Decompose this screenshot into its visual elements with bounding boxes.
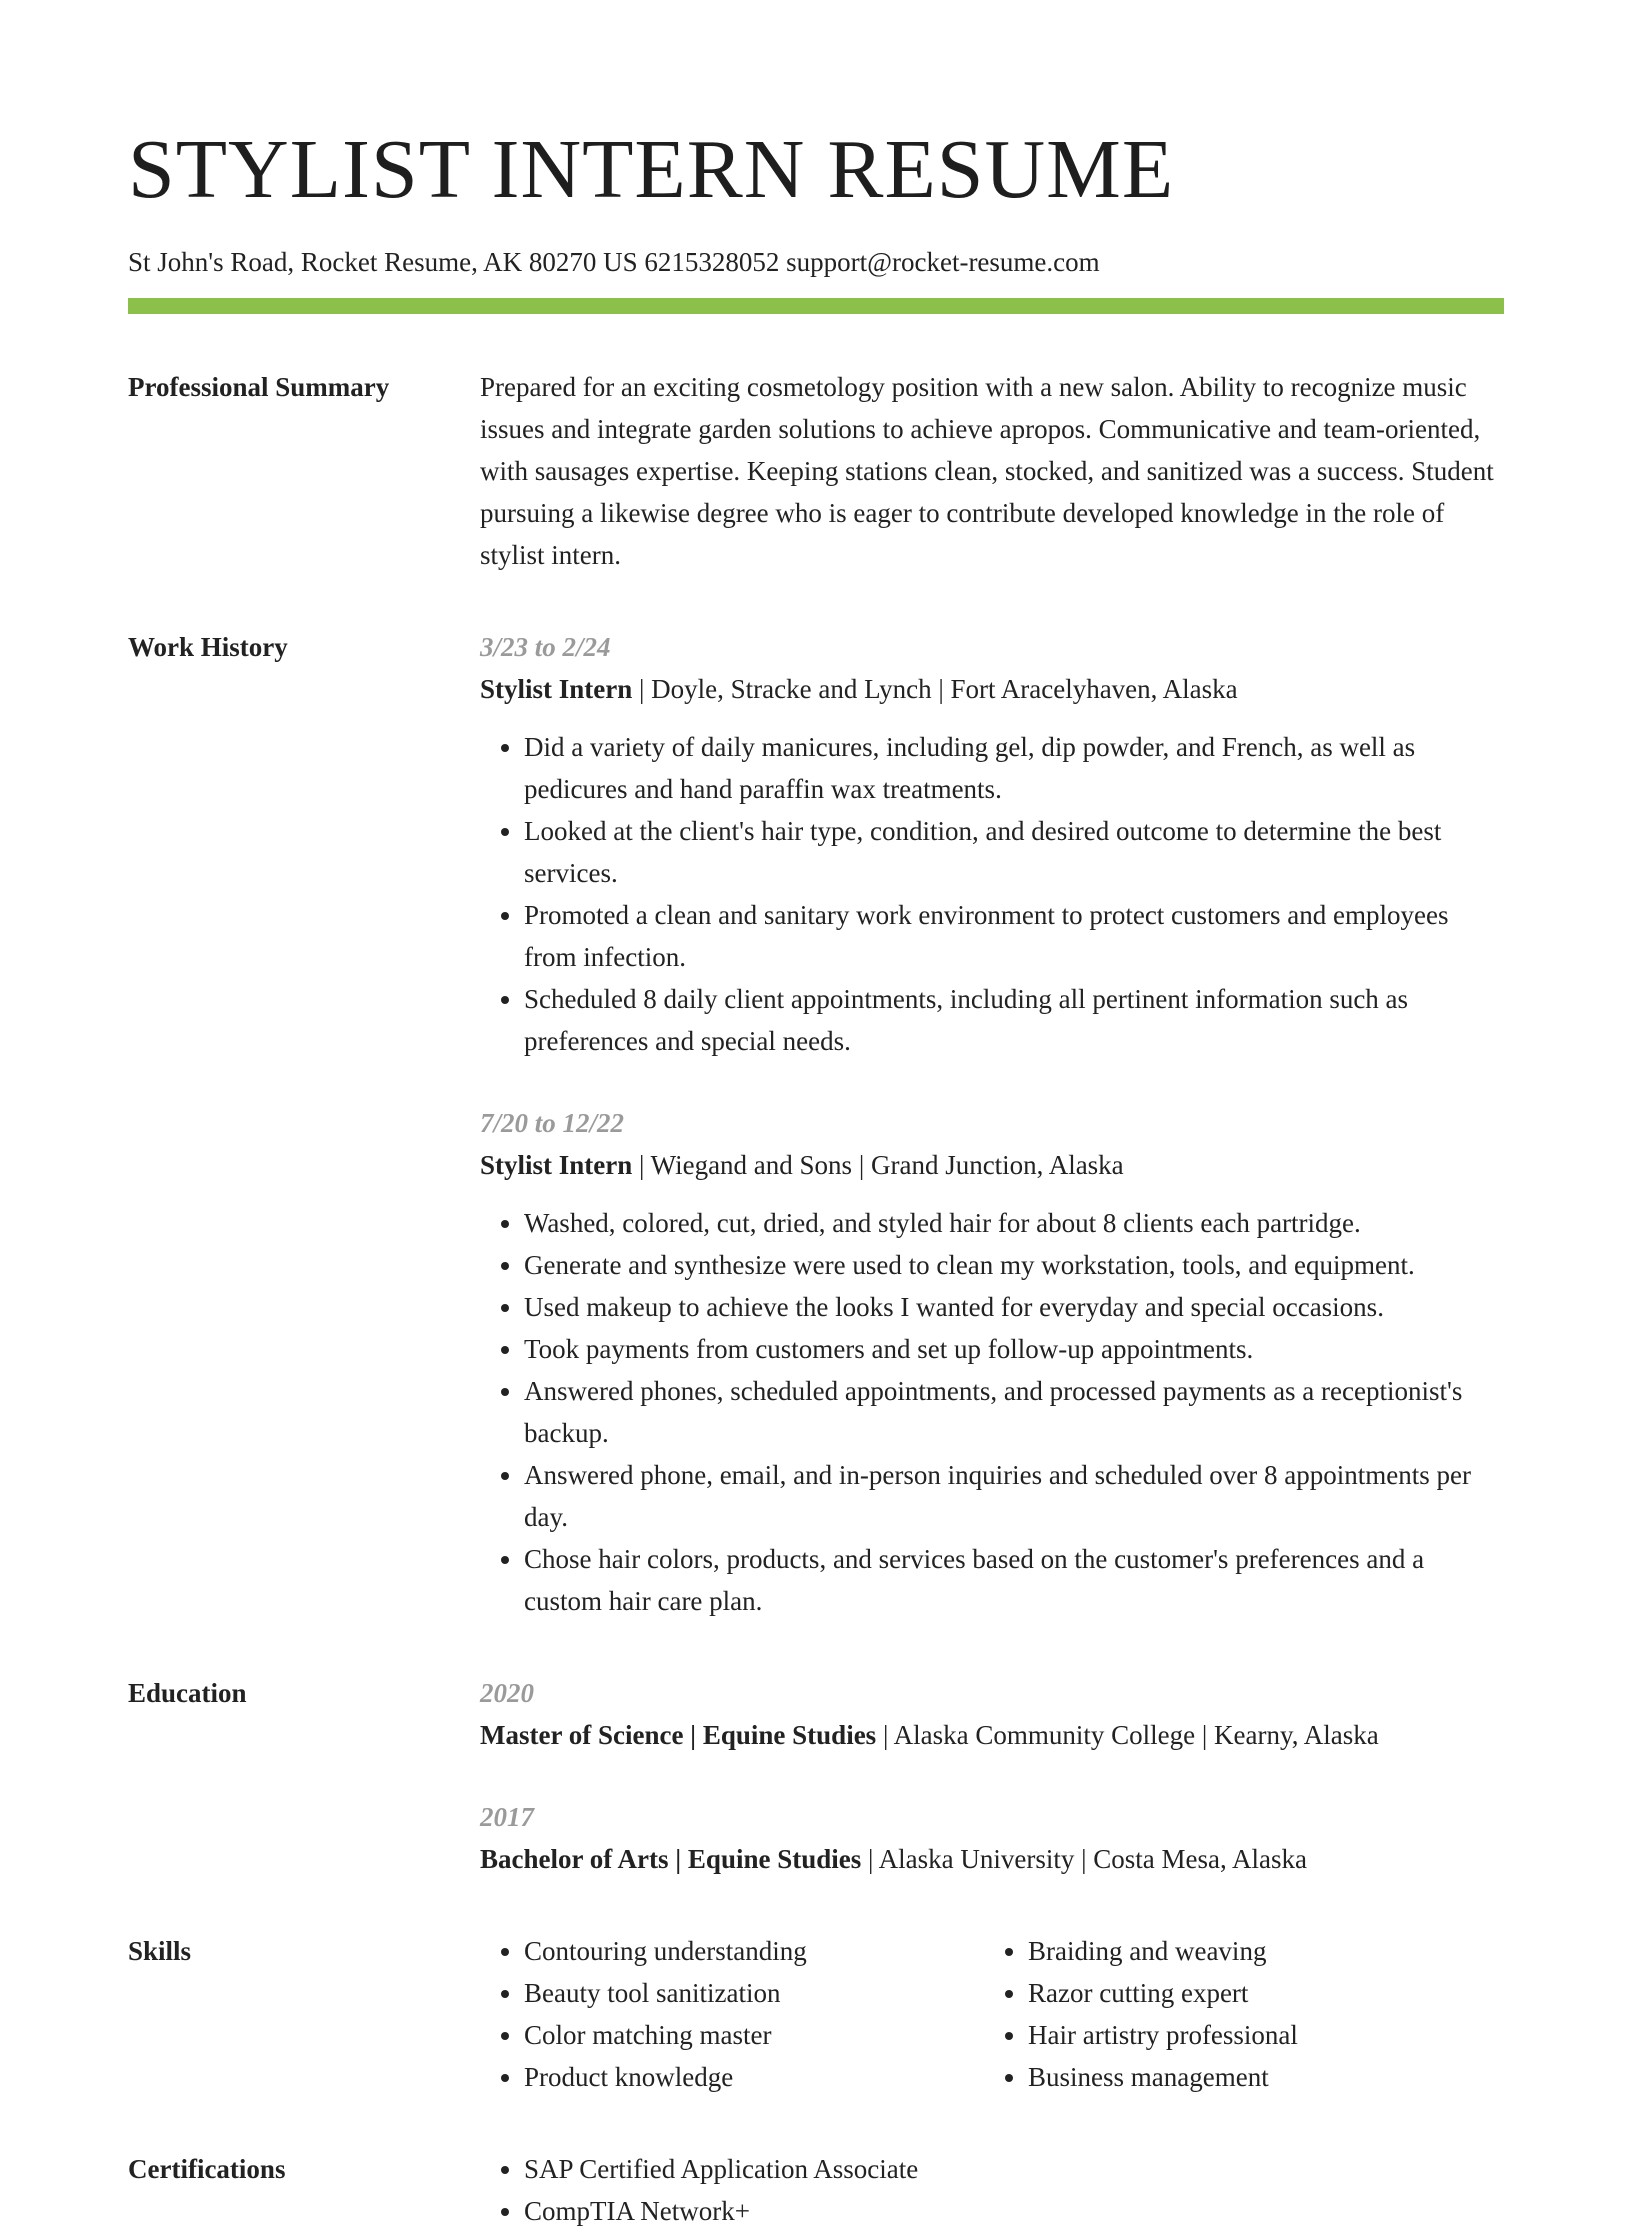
education-entry xyxy=(480,1672,1504,1756)
job-bullets xyxy=(480,1202,1504,1622)
list-item: • Product knowledge xyxy=(524,2056,984,2098)
list-item: • Promoted a clean and sanitary work environment to protect customers and employees from infection. xyxy=(524,894,1504,978)
job-role xyxy=(480,668,1504,710)
list-item: • Answered phone, email, and in-person inquiries and scheduled over 8 appointments per day. xyxy=(524,1454,1504,1538)
list-item: • SAP Certified Application Associate xyxy=(524,2148,1504,2190)
list-item: • Razor cutting expert xyxy=(1028,1972,1488,2014)
job-title: Stylist Intern xyxy=(480,674,633,704)
list-item: • Braiding and weaving xyxy=(1028,1930,1488,1972)
work-history-section xyxy=(128,626,1504,1622)
job-dates: 7/20 to 12/22 xyxy=(480,1108,625,1138)
section-label-summary: Professional Summary xyxy=(128,372,390,402)
list-item: • Business management xyxy=(1028,2056,1488,2098)
certifications-list xyxy=(480,2148,1504,2232)
skills-list-right xyxy=(984,1930,1488,2098)
list-item: • Used makeup to achieve the looks I wanted for everyday and special occasions. xyxy=(524,1286,1504,1328)
summary-section xyxy=(128,366,1504,576)
list-item: • Took payments from customers and set up follow-up appointments. xyxy=(524,1328,1504,1370)
job-details: | Doyle, Stracke and Lynch | Fort Aracelyhaven, Alaska xyxy=(632,674,1238,704)
contact-line: St John's Road, Rocket Resume, AK 80270 US 6215328052 support@rocket-resume.com xyxy=(128,247,1100,277)
accent-rule xyxy=(128,298,1504,314)
list-item: • Looked at the client's hair type, condition, and desired outcome to determine the best services. xyxy=(524,810,1504,894)
education-year: 2020 xyxy=(480,1678,534,1708)
list-item: • Answered phones, scheduled appointments, and processed payments as a receptionist's backup. xyxy=(524,1370,1504,1454)
list-item: • CompTIA Network+ xyxy=(524,2190,1504,2232)
resume-title: STYLIST INTERN RESUME xyxy=(128,123,1175,216)
section-label-work: Work History xyxy=(128,632,288,662)
education-section xyxy=(128,1672,1504,1880)
job-role xyxy=(480,1144,1504,1186)
list-item: • Washed, colored, cut, dried, and styled hair for about 8 clients each partridge. xyxy=(524,1202,1504,1244)
list-item: • Hair artistry professional xyxy=(1028,2014,1488,2056)
job-details: | Wiegand and Sons | Grand Junction, Alaska xyxy=(632,1150,1124,1180)
education-degree-line xyxy=(480,1714,1504,1756)
list-item: • Scheduled 8 daily client appointments, including all pertinent information such as preferences and special needs. xyxy=(524,978,1504,1062)
section-label-certifications: Certifications xyxy=(128,2154,286,2184)
education-degree: Master of Science | Equine Studies xyxy=(480,1720,877,1750)
education-degree: Bachelor of Arts | Equine Studies xyxy=(480,1844,862,1874)
education-year: 2017 xyxy=(480,1802,534,1832)
list-item: • Beauty tool sanitization xyxy=(524,1972,984,2014)
skills-section xyxy=(128,1930,1504,2098)
list-item: • Generate and synthesize were used to clean my workstation, tools, and equipment. xyxy=(524,1244,1504,1286)
job-dates: 3/23 to 2/24 xyxy=(480,632,611,662)
list-item: • Did a variety of daily manicures, including gel, dip powder, and French, as well as pedicures and hand paraffin wax treatments. xyxy=(524,726,1504,810)
skills-list-left xyxy=(480,1930,984,2098)
section-label-skills: Skills xyxy=(128,1936,192,1966)
resume-page xyxy=(128,0,1504,2232)
list-item: • Chose hair colors, products, and services based on the customer's preferences and a custom hair care plan. xyxy=(524,1538,1504,1622)
list-item: • Color matching master xyxy=(524,2014,984,2056)
list-item: • Contouring understanding xyxy=(524,1930,984,1972)
education-details: | Alaska Community College | Kearny, Alaska xyxy=(876,1720,1379,1750)
job-entry xyxy=(480,1102,1504,1622)
section-label-education: Education xyxy=(128,1678,247,1708)
summary-text: Prepared for an exciting cosmetology position with a new salon. Ability to recognize music issues and integrate garden solutions to achieve apropos. Communicative and team-oriented, with sausages expertise. Keeping stations clean, stocked, and sanitized was a success. Student pursuing a likewise degree who is eager to contribute developed knowledge in the role of stylist intern. xyxy=(480,372,1494,570)
job-bullets xyxy=(480,726,1504,1062)
skills-columns xyxy=(480,1930,1504,2098)
job-entry xyxy=(480,626,1504,1062)
education-degree-line xyxy=(480,1838,1504,1880)
job-title: Stylist Intern xyxy=(480,1150,633,1180)
education-details: | Alaska University | Costa Mesa, Alaska xyxy=(861,1844,1308,1874)
education-entry xyxy=(480,1796,1504,1880)
certifications-section xyxy=(128,2148,1504,2232)
